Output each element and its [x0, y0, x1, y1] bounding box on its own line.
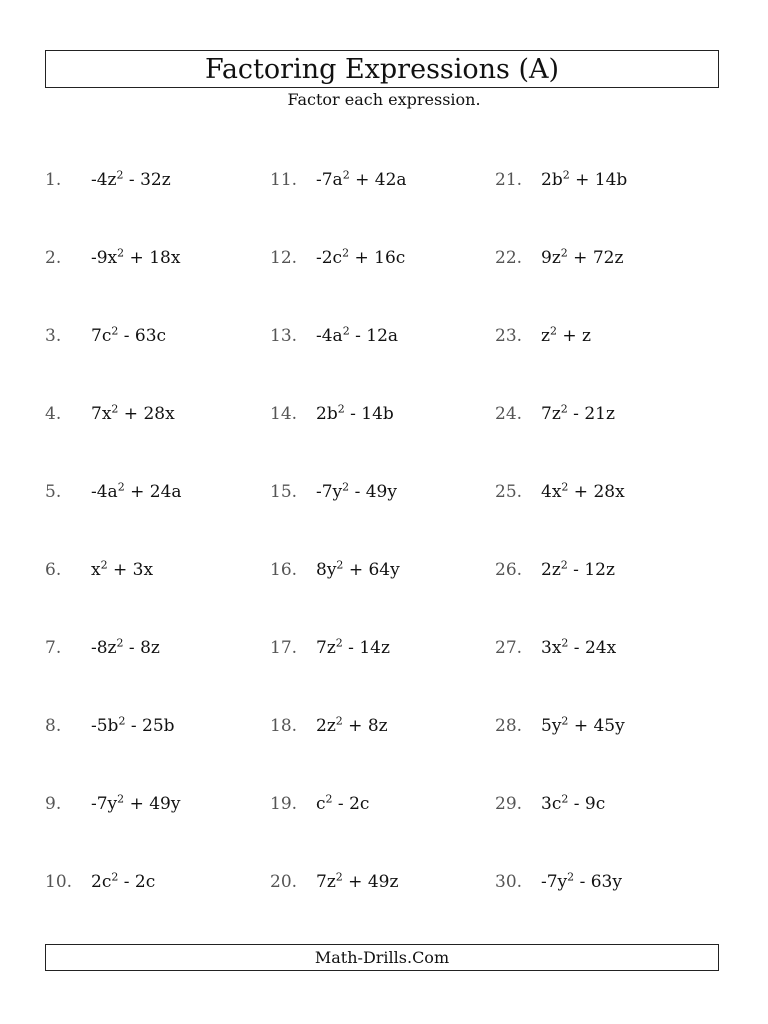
problem-expression [541, 638, 616, 658]
expression-term: + 49z [342, 872, 399, 892]
expression-term: 2z [316, 716, 336, 736]
exponent: 2 [562, 168, 570, 182]
exponent: 2 [116, 636, 124, 650]
exponent: 2 [336, 558, 344, 572]
exponent: 2 [335, 714, 343, 728]
exponent: 2 [342, 168, 350, 182]
exponent: 2 [560, 558, 568, 572]
problem-number: 29. [495, 794, 523, 814]
expression-term: 4x [541, 482, 562, 502]
expression-term: + 28x [118, 404, 175, 424]
exponent: 2 [342, 324, 350, 338]
problem-expression [316, 872, 398, 892]
expression-term: - 14z [342, 638, 390, 658]
expression-term: + 14b [569, 170, 628, 190]
exponent: 2 [342, 480, 350, 494]
problem-number: 2. [45, 248, 62, 268]
expression-term: + 18x [124, 248, 181, 268]
expression-term: 2b [316, 404, 338, 424]
expression-term: - 12a [349, 326, 399, 346]
problem-item [45, 628, 270, 668]
problem-expression [91, 638, 160, 658]
problem-expression [316, 794, 369, 814]
problem-expression [91, 872, 155, 892]
exponent: 2 [561, 792, 569, 806]
problem-expression [316, 560, 400, 580]
expression-term: 8y [316, 560, 337, 580]
expression-term: - 12z [567, 560, 615, 580]
problem-item [270, 862, 495, 902]
expression-term: - 63c [118, 326, 167, 346]
expression-term: + 3x [107, 560, 154, 580]
worksheet-title-box [45, 50, 719, 88]
problem-number: 26. [495, 560, 523, 580]
exponent: 2 [560, 402, 568, 416]
problem-item [495, 238, 720, 278]
expression-term: -4a [316, 326, 343, 346]
problem-number: 7. [45, 638, 62, 658]
problem-item [45, 316, 270, 356]
problem-item [270, 628, 495, 668]
expression-term: + 64y [343, 560, 400, 580]
problem-item [270, 784, 495, 824]
expression-term: -2c [316, 248, 343, 268]
problem-number: 21. [495, 170, 523, 190]
expression-term: - 2c [118, 872, 156, 892]
expression-term: + 45y [568, 716, 625, 736]
problem-expression [91, 794, 180, 814]
exponent: 2 [117, 792, 125, 806]
exponent: 2 [335, 636, 343, 650]
problem-number: 6. [45, 560, 62, 580]
problem-expression [91, 716, 175, 736]
problem-number: 17. [270, 638, 298, 658]
exponent: 2 [549, 324, 557, 338]
exponent: 2 [100, 558, 108, 572]
problem-expression [541, 794, 605, 814]
expression-term: - 32z [123, 170, 171, 190]
problem-item [495, 862, 720, 902]
problem-expression [541, 716, 625, 736]
problem-item [270, 160, 495, 200]
expression-term: 3c [541, 794, 562, 814]
problem-item [270, 550, 495, 590]
problem-expression [91, 170, 171, 190]
problem-expression [541, 872, 622, 892]
exponent: 2 [337, 402, 345, 416]
problem-number: 15. [270, 482, 298, 502]
problem-number: 30. [495, 872, 523, 892]
worksheet-title: Factoring Expressions (A) [204, 53, 560, 85]
problem-number: 25. [495, 482, 523, 502]
expression-term: - 24x [568, 638, 617, 658]
expression-term: -8z [91, 638, 117, 658]
problem-item [270, 394, 495, 434]
problem-number: 22. [495, 248, 523, 268]
expression-term: + 42a [349, 170, 407, 190]
problem-item [45, 160, 270, 200]
expression-term: -4z [91, 170, 117, 190]
expression-term: + 28x [568, 482, 625, 502]
exponent: 2 [111, 870, 119, 884]
problem-number: 9. [45, 794, 62, 814]
exponent: 2 [335, 870, 343, 884]
expression-term: -7y [541, 872, 568, 892]
expression-term: - 9c [568, 794, 606, 814]
problem-expression [91, 404, 175, 424]
expression-term: - 2c [332, 794, 370, 814]
problem-expression [541, 560, 615, 580]
expression-term: - 14b [344, 404, 394, 424]
expression-term: -7y [91, 794, 118, 814]
problem-expression [91, 482, 182, 502]
expression-term: + 72z [567, 248, 624, 268]
expression-term: -4a [91, 482, 118, 502]
problem-expression [541, 326, 591, 346]
problem-number: 18. [270, 716, 298, 736]
expression-term: 2b [541, 170, 563, 190]
problem-expression [91, 560, 153, 580]
problem-item [495, 472, 720, 512]
problem-expression [541, 482, 625, 502]
expression-term: -7a [316, 170, 343, 190]
problem-expression [316, 326, 398, 346]
problem-number: 3. [45, 326, 62, 346]
problem-number: 28. [495, 716, 523, 736]
problem-number: 10. [45, 872, 73, 892]
exponent: 2 [117, 480, 125, 494]
exponent: 2 [342, 246, 350, 260]
expression-term: 7x [91, 404, 112, 424]
problem-expression [541, 404, 615, 424]
problem-number: 14. [270, 404, 298, 424]
expression-term: c [316, 794, 326, 814]
problem-number: 24. [495, 404, 523, 424]
expression-term: - 63y [574, 872, 622, 892]
expression-term: 7z [541, 404, 561, 424]
problem-number: 5. [45, 482, 62, 502]
problem-number: 1. [45, 170, 62, 190]
problem-number: 23. [495, 326, 523, 346]
expression-term: 7z [316, 872, 336, 892]
problem-number: 27. [495, 638, 523, 658]
exponent: 2 [111, 402, 119, 416]
problem-item [270, 316, 495, 356]
problem-item [495, 160, 720, 200]
problem-number: 11. [270, 170, 298, 190]
problem-expression [91, 326, 166, 346]
expression-term: + 8z [342, 716, 388, 736]
expression-term: - 49y [349, 482, 397, 502]
expression-term: 7z [316, 638, 336, 658]
expression-term: - 21z [567, 404, 615, 424]
problem-expression [316, 404, 394, 424]
problem-item [45, 394, 270, 434]
problem-number: 20. [270, 872, 298, 892]
problem-number: 4. [45, 404, 62, 424]
exponent: 2 [561, 714, 569, 728]
expression-term: 2c [91, 872, 112, 892]
instructions: Factor each expression. [287, 90, 481, 109]
problem-item [270, 706, 495, 746]
exponent: 2 [111, 324, 119, 338]
problem-expression [91, 248, 180, 268]
problem-number: 16. [270, 560, 298, 580]
problem-item [495, 628, 720, 668]
expression-term: 7c [91, 326, 112, 346]
problem-expression [316, 638, 390, 658]
problem-expression [541, 248, 623, 268]
exponent: 2 [117, 246, 125, 260]
exponent: 2 [567, 870, 575, 884]
expression-term: + 24a [124, 482, 182, 502]
problem-number: 12. [270, 248, 298, 268]
expression-term: + 49y [124, 794, 181, 814]
problem-expression [316, 482, 397, 502]
exponent: 2 [116, 168, 124, 182]
problem-expression [316, 716, 388, 736]
expression-term: -9x [91, 248, 118, 268]
problem-expression [541, 170, 627, 190]
problem-expression [316, 248, 405, 268]
expression-term: 5y [541, 716, 562, 736]
expression-term: - 25b [125, 716, 175, 736]
problem-item [45, 550, 270, 590]
problem-item [495, 784, 720, 824]
expression-term: 2z [541, 560, 561, 580]
exponent: 2 [118, 714, 126, 728]
problem-number: 19. [270, 794, 298, 814]
problem-item [495, 394, 720, 434]
expression-term: -7y [316, 482, 343, 502]
expression-term: 3x [541, 638, 562, 658]
exponent: 2 [325, 792, 333, 806]
problem-item [45, 472, 270, 512]
problem-item [495, 706, 720, 746]
exponent: 2 [561, 480, 569, 494]
problem-number: 13. [270, 326, 298, 346]
problem-item [495, 550, 720, 590]
problem-item [45, 238, 270, 278]
problem-item [270, 238, 495, 278]
problem-item [45, 862, 270, 902]
expression-term: + 16c [349, 248, 406, 268]
problem-item [270, 472, 495, 512]
footer-text: Math-Drills.Com [314, 948, 450, 967]
expression-term: x [91, 560, 101, 580]
expression-term: -5b [91, 716, 119, 736]
expression-term: + z [556, 326, 591, 346]
expression-term: 9z [541, 248, 561, 268]
expression-term: - 8z [123, 638, 160, 658]
problem-item [45, 784, 270, 824]
problem-number: 8. [45, 716, 62, 736]
problem-item [45, 706, 270, 746]
problem-item [495, 316, 720, 356]
exponent: 2 [561, 636, 569, 650]
exponent: 2 [560, 246, 568, 260]
footer-box [45, 944, 719, 971]
expression-term: z [541, 326, 550, 346]
problem-expression [316, 170, 407, 190]
